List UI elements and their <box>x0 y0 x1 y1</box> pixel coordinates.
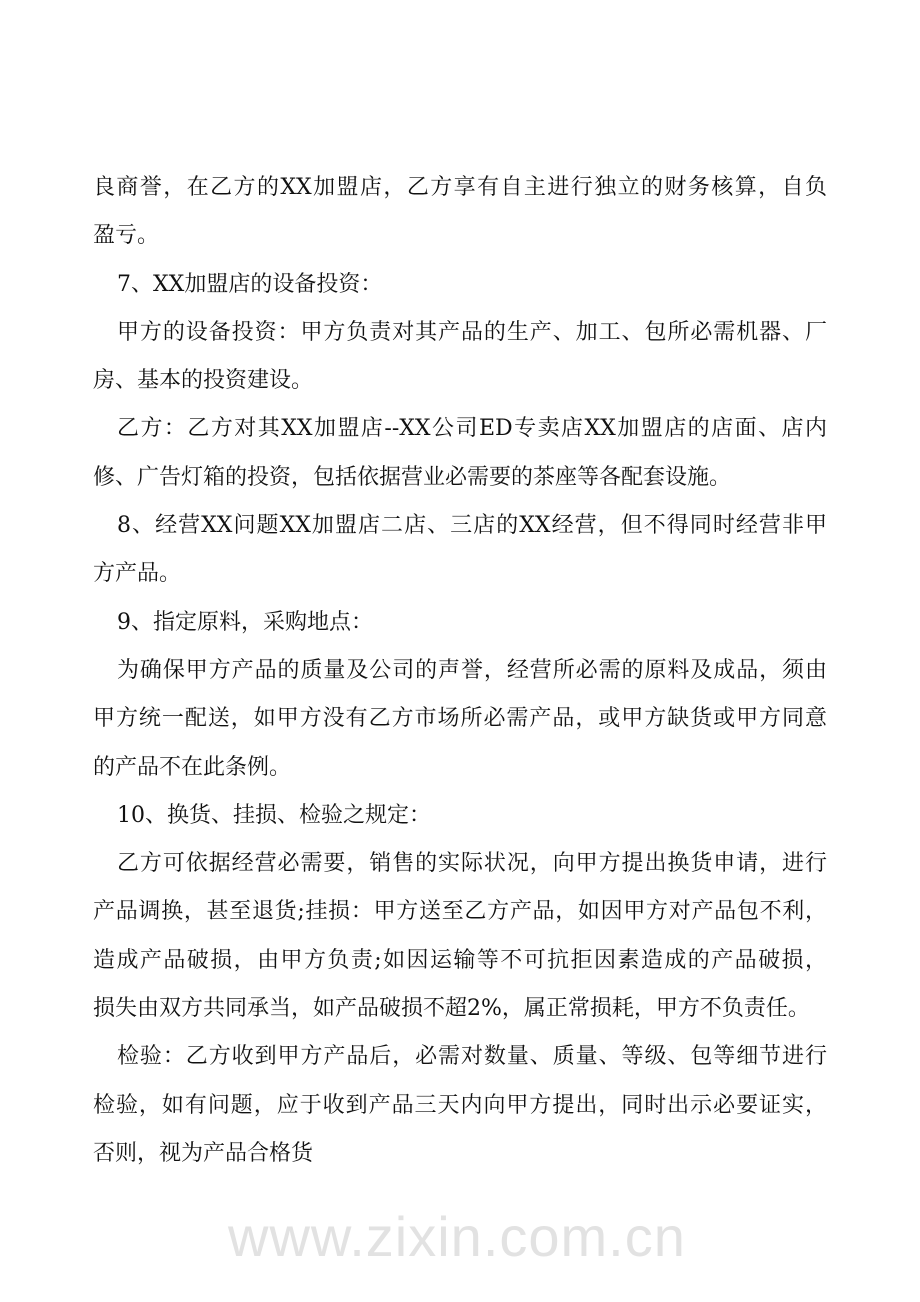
text-line: 检验，如有问题，应于收到产品三天内向甲方提出，同时出示必要证实， <box>93 1092 827 1118</box>
text-line: 修、广告灯箱的投资，包括依据营业必需要的茶座等各配套设施。 <box>93 464 732 490</box>
paragraph <box>93 502 827 599</box>
text-line: 乙方：乙方对其XX加盟店--XX公司ED专卖店XX加盟店的店面、店内 <box>117 416 827 442</box>
text-line: 甲方统一配送，如甲方没有乙方市场所必需产品，或甲方缺货或甲方同意 <box>93 706 827 732</box>
text-line: 9、指定原料，采购地点： <box>117 609 373 635</box>
text-line: 否则，视为产品合格货 <box>93 1140 314 1166</box>
paragraph <box>93 261 827 309</box>
paragraph <box>93 647 827 792</box>
paragraph <box>93 792 827 840</box>
paragraph <box>93 164 827 261</box>
paragraph <box>93 309 827 406</box>
watermark: www.zixin.com.cn <box>228 1205 686 1268</box>
paragraph <box>93 599 827 647</box>
text-line: 7、XX加盟店的设备投资： <box>117 271 383 297</box>
text-line: 的产品不在此条例。 <box>93 754 292 780</box>
paragraph <box>93 840 827 1033</box>
text-line: 良商誉，在乙方的XX加盟店，乙方享有自主进行独立的财务核算，自负 <box>93 175 827 200</box>
text-line: 为确保甲方产品的质量及公司的声誉，经营所必需的原料及成品，须由 <box>117 657 827 683</box>
text-line: 甲方的设备投资：甲方负责对其产品的生产、加工、包所必需机器、厂 <box>117 319 827 345</box>
paragraph <box>93 1033 827 1178</box>
text-line: 8、经营XX问题XX加盟店二店、三店的XX经营，但不得同时经营非甲 <box>117 513 827 539</box>
text-line: 损失由双方共同承当，如产品破损不超2%，属正常损耗，甲方不负责任。 <box>93 996 810 1022</box>
paragraph <box>93 405 827 502</box>
text-line: 产品调换，甚至退货;挂损：甲方送至乙方产品，如因甲方对产品包不利， <box>93 899 827 925</box>
text-line: 盈亏。 <box>93 223 160 249</box>
text-line: 造成产品破损，由甲方负责;如因运输等不可抗拒因素造成的产品破损， <box>93 947 827 973</box>
text-line: 检验：乙方收到甲方产品后，必需对数量、质量、等级、包等细节进行 <box>117 1044 827 1070</box>
text-line: 10、换货、挂损、检验之规定： <box>117 802 431 828</box>
text-line: 房、基本的投资建设。 <box>93 368 314 394</box>
text-line: 乙方可依据经营必需要，销售的实际状况，向甲方提出换货申请，进行 <box>117 851 827 877</box>
document-body <box>93 164 827 1178</box>
text-line: 方产品。 <box>93 561 182 587</box>
